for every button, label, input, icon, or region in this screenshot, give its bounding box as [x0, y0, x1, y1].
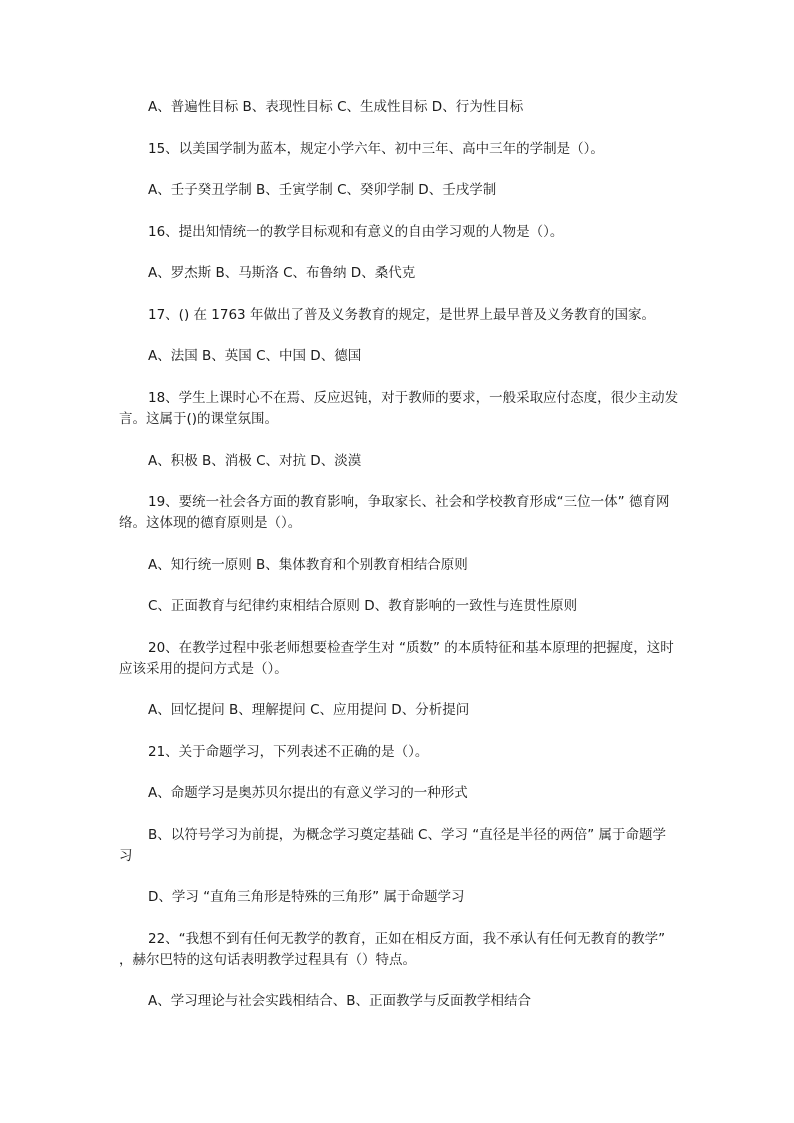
q16-options: A、罗杰斯 B、马斯洛 C、布鲁纳 D、桑代克: [148, 265, 416, 281]
q18-stem: 18、学生上课时心不在焉、反应迟钝，对于教师的要求，一般采取应付态度，很少主动发言。这属于()的课堂氛围。: [119, 390, 679, 427]
q15-stem: 15、以美国学制为蓝本，规定小学六年、初中三年、高中三年的学制是（）。: [148, 141, 604, 157]
q17-stem: 17、() 在 1763 年做出了普及义务教育的规定，是世界上最早普及义务教育的国家。: [148, 307, 655, 323]
q15-options: A、壬子癸丑学制 B、壬寅学制 C、癸卯学制 D、壬戌学制: [148, 182, 497, 198]
q21-option-d: D、学习 “直角三角形是特殊的三角形” 属于命题学习: [148, 889, 465, 905]
q18-options: A、积极 B、消极 C、对抗 D、淡漠: [148, 453, 362, 469]
q16-stem: 16、提出知情统一的教学目标观和有意义的自由学习观的人物是（）。: [148, 224, 564, 240]
q17-options: A、法国 B、英国 C、中国 D、德国: [148, 348, 362, 364]
q20-stem: 20、在教学过程中张老师想要检查学生对 “质数” 的本质特征和基本原理的把握度，这时应该采用的提问方式是（）。: [119, 640, 674, 677]
q14-options: A、普遍性目标 B、表现性目标 C、生成性目标 D、行为性目标: [148, 99, 524, 115]
q22-options: A、学习理论与社会实践相结合、B、正面教学与反面教学相结合: [148, 993, 531, 1009]
q22-stem: 22、“我想不到有任何无教学的教育，正如在相反方面，我不承认有任何无教育的教学” ，赫尔巴特的这句话表明教学过程具有（）特点。: [119, 931, 666, 968]
q20-options: A、回忆提问 B、理解提问 C、应用提问 D、分析提问: [148, 702, 470, 718]
q21-option-a: A、命题学习是奥苏贝尔提出的有意义学习的一种形式: [148, 785, 468, 801]
q19-options-ab: A、知行统一原则 B、集体教育和个别教育相结合原则: [148, 557, 468, 573]
q21-option-bc: B、以符号学习为前提，为概念学习奠定基础 C、学习 “直径是半径的两倍” 属于命题学习: [119, 827, 667, 864]
q19-options-cd: C、正面教育与纪律约束相结合原则 D、教育影响的一致性与连贯性原则: [148, 598, 578, 614]
q21-stem: 21、关于命题学习，下列表述不正确的是（）。: [148, 744, 429, 760]
q19-stem: 19、要统一社会各方面的教育影响，争取家长、社会和学校教育形成“三位一体” 德育网络。这体现的德育原则是（）。: [119, 494, 670, 531]
